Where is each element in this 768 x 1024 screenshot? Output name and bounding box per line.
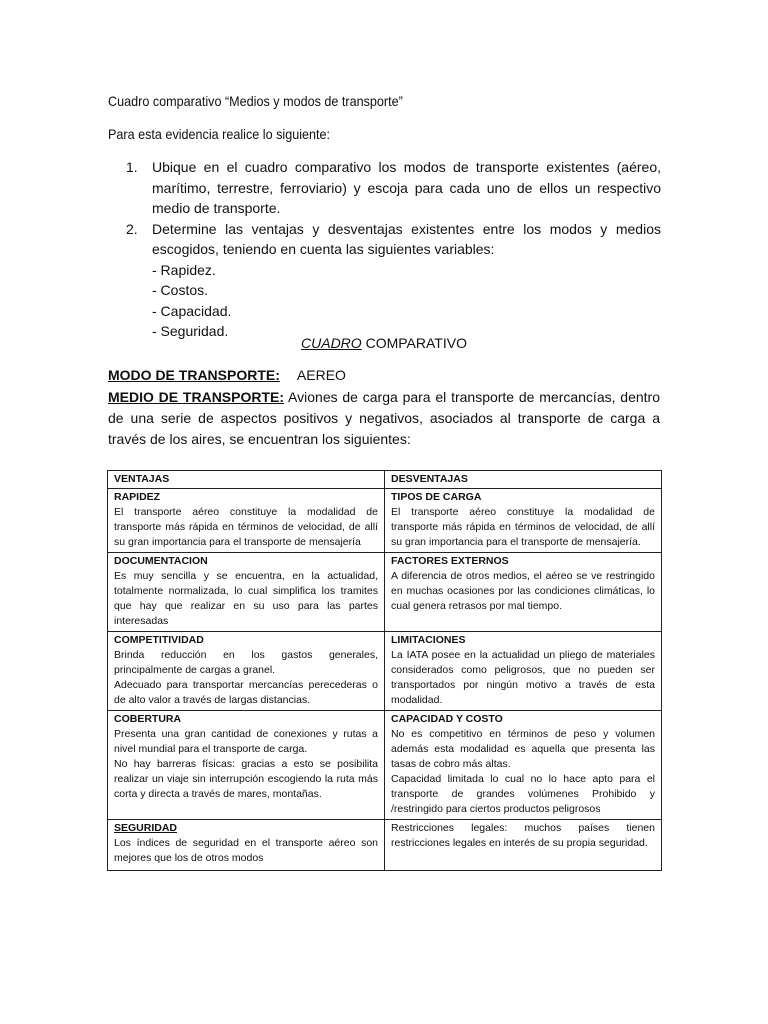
transport-mode-line: [108, 367, 346, 383]
cell-text: No es competitivo en términos de peso y volumen además esta modalidad es aquella que presenta las tasas de cobro más altas.: [391, 728, 655, 770]
variable-item: - Capacidad.: [152, 302, 232, 319]
cell-heading: LIMITACIONES: [391, 634, 466, 646]
cell-heading: DOCUMENTACION: [114, 555, 208, 567]
cell-heading: FACTORES EXTERNOS: [391, 555, 509, 567]
instruction-item: [126, 157, 661, 219]
section-title-italic: CUADRO: [301, 335, 362, 351]
instruction-number: 1.: [126, 159, 138, 175]
table-row: [108, 553, 662, 632]
cell-heading: TIPOS DE CARGA: [391, 491, 482, 503]
transport-mode-label: MODO DE TRANSPORTE:: [108, 367, 280, 383]
cell-text: Adecuado para transportar mercancías perecederas o de alto valor a través de largas distancias.: [114, 679, 378, 706]
table-row: [108, 711, 662, 820]
cell-text: Restricciones legales: muchos países tienen restricciones legales en interés de su propia seguridad.: [391, 822, 655, 849]
cell-text: Es muy sencilla y se encuentra, en la actualidad, totalmente normalizada, lo cual simplifica los tramites que hay que realizar en su uso para las partes interesadas: [114, 570, 378, 627]
advantage-cell: [108, 553, 385, 632]
instruction-text: Determine las ventajas y desventajas existentes entre los modos y medios escogidos, teniendo en cuenta las siguientes variables:: [152, 220, 661, 257]
section-title-rest: COMPARATIVO: [361, 335, 467, 351]
table-row: [108, 489, 662, 553]
cell-text: Brinda reducción en los gastos generales, principalmente de cargas a granel.: [114, 649, 378, 676]
transport-mode-value: AEREO: [296, 367, 346, 383]
instructions-list: [126, 157, 661, 342]
intro-text: Para esta evidencia realice lo siguiente:: [108, 126, 331, 142]
table-row: [108, 632, 662, 711]
advantage-cell: [108, 632, 385, 711]
transport-medium-paragraph: [108, 387, 660, 450]
cell-heading: SEGURIDAD: [114, 822, 178, 834]
instruction-text: Ubique en el cuadro comparativo los modos de transporte existentes (aéreo, marítimo, terrestre, ferroviario) y escoja para cada uno de ellos un respectivo medio de transporte.: [152, 159, 661, 216]
cell-heading: COBERTURA: [114, 713, 182, 725]
cell-heading: CAPACIDAD Y COSTO: [391, 713, 503, 725]
transport-medium-text: Aviones de carga para el transporte de mercancías, dentro de una serie de aspectos positivos y negativos, asociados al transporte de carga a través de los aires, se encuentran los siguientes:: [108, 389, 660, 447]
advantage-cell: [108, 711, 385, 820]
cell-heading: RAPIDEZ: [114, 491, 161, 503]
disadvantage-cell: [385, 553, 662, 632]
instruction-item: [126, 219, 661, 342]
variable-item: - Costos.: [152, 282, 209, 298]
cell-text: Presenta una gran cantidad de conexiones y rutas a nivel mundial para el transporte de carga.: [114, 728, 378, 755]
instruction-number: 2.: [126, 220, 138, 237]
advantage-cell: [108, 820, 385, 871]
header-ventajas: VENTAJAS: [108, 471, 385, 489]
document-title: Cuadro comparativo “Medios y modos de transporte”: [108, 93, 403, 109]
variables-list: [152, 260, 661, 342]
comparison-table: [107, 470, 662, 871]
cell-text: No hay barreras físicas: gracias a esto se posibilita realizar un viaje sin interrupción escogiendo la ruta más corta y directa a través de mares, montañas.: [114, 758, 378, 800]
disadvantage-cell: [385, 711, 662, 820]
table-row: [108, 820, 662, 871]
cell-text: La IATA posee en la actualidad un pliego de materiales considerados como peligrosos, que no pueden ser transportados por ningún motivo a través de esta modalidad.: [391, 649, 655, 706]
cell-text: Los índices de seguridad en el transporte aéreo son mejores que los de otros modos: [114, 837, 378, 864]
table-header-row: [108, 471, 662, 489]
cell-text: El transporte aéreo constituye la modalidad de transporte más rápida en términos de velocidad, de allí su gran importancia para el transporte de mensajería.: [391, 506, 655, 548]
transport-medium-label: MEDIO DE TRANSPORTE:: [108, 389, 285, 405]
cell-heading: COMPETITIVIDAD: [114, 634, 204, 646]
cell-text: El transporte aéreo constituye la modalidad de transporte más rápida en términos de velocidad, de allí su gran importancia para el transporte de mensajería: [114, 506, 378, 548]
disadvantage-cell: [385, 489, 662, 553]
disadvantage-cell: [385, 820, 662, 871]
advantage-cell: [108, 489, 385, 553]
section-title: [0, 335, 768, 351]
disadvantage-cell: [385, 632, 662, 711]
variable-item: - Seguridad.: [152, 323, 229, 339]
cell-text: A diferencia de otros medios, el aéreo se ve restringido en muchas ocasiones por las condiciones climáticas, lo cual genera retrasos por mal tiempo.: [391, 570, 655, 612]
cell-text: Capacidad limitada lo cual no lo hace apto para el transporte de grandes volúmenes Prohibido y /restringido para ciertos productos peligrosos: [391, 773, 655, 815]
header-desventajas: DESVENTAJAS: [385, 471, 662, 489]
variable-item: - Rapidez.: [152, 261, 216, 278]
